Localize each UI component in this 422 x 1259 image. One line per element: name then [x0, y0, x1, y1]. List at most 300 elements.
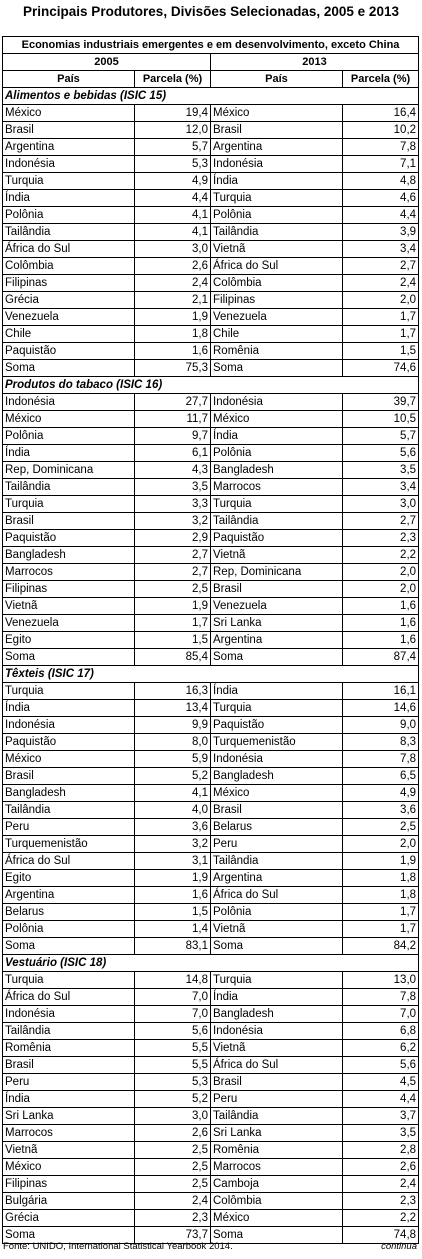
share-2013: 2,8: [343, 1142, 419, 1159]
share-2013: 1,7: [343, 309, 419, 326]
country-2013: Turquemenistão: [211, 734, 343, 751]
country-2013: África do Sul: [211, 258, 343, 275]
country-2013: Peru: [211, 1091, 343, 1108]
country-2013: África do Sul: [211, 887, 343, 904]
country-2013: Rep, Dominicana: [211, 564, 343, 581]
table-row: [3, 751, 419, 768]
table-row: [3, 1057, 419, 1074]
country-2005: Brasil: [3, 513, 135, 530]
col-country-2005: País: [3, 71, 135, 88]
share-2013: 3,5: [343, 1125, 419, 1142]
share-2005: 2,4: [135, 1193, 211, 1210]
table-row: [3, 1006, 419, 1023]
share-2005: 2,6: [135, 258, 211, 275]
share-2005: 4,1: [135, 785, 211, 802]
table-row: [3, 1091, 419, 1108]
sum-row: [3, 360, 419, 377]
page-title: Principais Produtores, Divisões Selecionadas, 2005 e 2013: [23, 4, 399, 19]
section-title: Vestuário (ISIC 18): [3, 955, 419, 972]
country-2005: Paquistão: [3, 530, 135, 547]
country-2013: Vietnã: [211, 547, 343, 564]
table-row: [3, 1176, 419, 1193]
share-2013: 2,3: [343, 1193, 419, 1210]
country-2005: Filipinas: [3, 581, 135, 598]
share-2005: 7,0: [135, 989, 211, 1006]
share-2013: 1,7: [343, 921, 419, 938]
table-row: [3, 1108, 419, 1125]
table-row: [3, 241, 419, 258]
country-2005: Colômbia: [3, 258, 135, 275]
share-2005: 1,9: [135, 309, 211, 326]
share-2005: 75,3: [135, 360, 211, 377]
table-row: [3, 972, 419, 989]
table-row: [3, 513, 419, 530]
share-2005: 9,7: [135, 428, 211, 445]
table-row: [3, 105, 419, 122]
country-2013: Brasil: [211, 122, 343, 139]
share-2005: 1,8: [135, 326, 211, 343]
country-2005: Tailândia: [3, 224, 135, 241]
share-2013: 4,4: [343, 207, 419, 224]
share-2013: 6,5: [343, 768, 419, 785]
country-2013: Tailândia: [211, 224, 343, 241]
country-2005: Bangladesh: [3, 785, 135, 802]
share-2013: 7,8: [343, 989, 419, 1006]
country-2005: Brasil: [3, 122, 135, 139]
section-title: Têxteis (ISIC 17): [3, 666, 419, 683]
share-2005: 5,9: [135, 751, 211, 768]
share-2005: 5,2: [135, 1091, 211, 1108]
share-2005: 2,1: [135, 292, 211, 309]
country-2013: Soma: [211, 360, 343, 377]
country-2013: Chile: [211, 326, 343, 343]
share-2013: 7,8: [343, 139, 419, 156]
share-2005: 1,5: [135, 632, 211, 649]
share-2005: 5,5: [135, 1057, 211, 1074]
table-row: [3, 275, 419, 292]
share-2013: 3,9: [343, 224, 419, 241]
share-2005: 5,5: [135, 1040, 211, 1057]
country-2013: Venezuela: [211, 598, 343, 615]
table-row: [3, 1074, 419, 1091]
country-2013: Colômbia: [211, 275, 343, 292]
share-2013: 7,1: [343, 156, 419, 173]
table-row: [3, 632, 419, 649]
country-2005: Rep, Dominicana: [3, 462, 135, 479]
country-2005: África do Sul: [3, 853, 135, 870]
country-2013: Indonésia: [211, 394, 343, 411]
share-2005: 1,9: [135, 598, 211, 615]
share-2013: 2,7: [343, 513, 419, 530]
share-2005: 2,7: [135, 564, 211, 581]
country-2005: México: [3, 751, 135, 768]
share-2005: 3,0: [135, 241, 211, 258]
country-2005: África do Sul: [3, 241, 135, 258]
country-2005: Brasil: [3, 1057, 135, 1074]
share-2005: 8,0: [135, 734, 211, 751]
share-2013: 2,4: [343, 275, 419, 292]
country-2013: Argentina: [211, 139, 343, 156]
share-2005: 4,4: [135, 190, 211, 207]
share-2013: 9,0: [343, 717, 419, 734]
country-2005: Soma: [3, 360, 135, 377]
share-2005: 16,3: [135, 683, 211, 700]
table-row: [3, 479, 419, 496]
share-2005: 1,9: [135, 870, 211, 887]
share-2013: 1,9: [343, 853, 419, 870]
share-2013: 5,6: [343, 1057, 419, 1074]
country-2005: Romênia: [3, 1040, 135, 1057]
table-row: [3, 615, 419, 632]
share-2013: 1,8: [343, 887, 419, 904]
table-row: [3, 870, 419, 887]
share-2013: 6,2: [343, 1040, 419, 1057]
share-2005: 4,0: [135, 802, 211, 819]
country-2013: Paquistão: [211, 717, 343, 734]
country-2013: México: [211, 785, 343, 802]
share-2005: 2,4: [135, 275, 211, 292]
share-2013: 13,0: [343, 972, 419, 989]
table-row: [3, 326, 419, 343]
share-2013: 1,5: [343, 343, 419, 360]
country-2005: Chile: [3, 326, 135, 343]
share-2013: 7,8: [343, 751, 419, 768]
table-row: [3, 785, 419, 802]
share-2005: 6,1: [135, 445, 211, 462]
table-row: [3, 394, 419, 411]
section-header: [3, 377, 419, 394]
share-2013: 4,8: [343, 173, 419, 190]
table-row: [3, 768, 419, 785]
country-2005: Índia: [3, 190, 135, 207]
table-row: [3, 1023, 419, 1040]
country-2005: Índia: [3, 1091, 135, 1108]
group-header: Economias industriais emergentes e em desenvolvimento, exceto China: [3, 37, 419, 54]
country-2013: Bangladesh: [211, 1006, 343, 1023]
table-row: [3, 496, 419, 513]
section-header: [3, 666, 419, 683]
country-2013: Argentina: [211, 632, 343, 649]
table-row: [3, 921, 419, 938]
share-2013: 1,7: [343, 904, 419, 921]
share-2005: 2,7: [135, 547, 211, 564]
section-title: Alimentos e bebidas (ISIC 15): [3, 88, 419, 105]
year-2005-header: 2005: [3, 54, 211, 71]
share-2013: 1,8: [343, 870, 419, 887]
share-2005: 2,9: [135, 530, 211, 547]
share-2013: 4,5: [343, 1074, 419, 1091]
share-2005: 5,6: [135, 1023, 211, 1040]
table-row: [3, 802, 419, 819]
share-2005: 1,4: [135, 921, 211, 938]
table-row: [3, 904, 419, 921]
share-2013: 3,7: [343, 1108, 419, 1125]
country-2005: Bangladesh: [3, 547, 135, 564]
country-2005: Bulgária: [3, 1193, 135, 1210]
share-2013: 2,7: [343, 258, 419, 275]
country-2005: México: [3, 105, 135, 122]
country-2005: Indonésia: [3, 717, 135, 734]
share-2005: 4,1: [135, 207, 211, 224]
country-2005: Soma: [3, 1227, 135, 1244]
table-row: [3, 1142, 419, 1159]
share-2005: 5,7: [135, 139, 211, 156]
country-2005: México: [3, 1159, 135, 1176]
country-2013: Paquistão: [211, 530, 343, 547]
country-2013: Indonésia: [211, 156, 343, 173]
share-2013: 2,4: [343, 1176, 419, 1193]
share-2005: 3,2: [135, 836, 211, 853]
share-2013: 2,6: [343, 1159, 419, 1176]
country-2013: Bangladesh: [211, 768, 343, 785]
table-row: [3, 207, 419, 224]
table-row: [3, 836, 419, 853]
share-2005: 3,6: [135, 819, 211, 836]
table-row: [3, 173, 419, 190]
share-2013: 8,3: [343, 734, 419, 751]
share-2005: 2,5: [135, 1159, 211, 1176]
country-2013: África do Sul: [211, 1057, 343, 1074]
country-2013: Sri Lanka: [211, 1125, 343, 1142]
share-2005: 73,7: [135, 1227, 211, 1244]
table-row: [3, 258, 419, 275]
table-row: [3, 734, 419, 751]
country-2005: Soma: [3, 649, 135, 666]
table-row: [3, 989, 419, 1006]
country-2013: Tailândia: [211, 1108, 343, 1125]
share-2005: 27,7: [135, 394, 211, 411]
country-2013: Turquia: [211, 190, 343, 207]
table-row: [3, 190, 419, 207]
share-2005: 2,6: [135, 1125, 211, 1142]
country-2013: México: [211, 1210, 343, 1227]
country-2005: Turquia: [3, 972, 135, 989]
country-2013: Soma: [211, 649, 343, 666]
country-2005: Tailândia: [3, 479, 135, 496]
share-2005: 4,9: [135, 173, 211, 190]
country-2013: Turquia: [211, 972, 343, 989]
country-2005: Paquistão: [3, 343, 135, 360]
table-row: [3, 1125, 419, 1142]
country-2013: Belarus: [211, 819, 343, 836]
table-row: [3, 122, 419, 139]
share-2013: 1,6: [343, 615, 419, 632]
country-2013: Tailândia: [211, 853, 343, 870]
share-2005: 3,2: [135, 513, 211, 530]
share-2013: 84,2: [343, 938, 419, 955]
country-2013: Turquia: [211, 496, 343, 513]
footer: [3, 1241, 417, 1252]
share-2005: 3,0: [135, 1108, 211, 1125]
country-2005: Turquemenistão: [3, 836, 135, 853]
country-2005: Indonésia: [3, 394, 135, 411]
country-2013: Tailândia: [211, 513, 343, 530]
producers-table: [2, 36, 419, 1244]
country-2013: Turquia: [211, 700, 343, 717]
country-2005: Turquia: [3, 683, 135, 700]
table-row: [3, 700, 419, 717]
country-2013: México: [211, 411, 343, 428]
share-2013: 16,4: [343, 105, 419, 122]
share-2013: 3,4: [343, 241, 419, 258]
country-2005: Peru: [3, 1074, 135, 1091]
country-2005: Polônia: [3, 428, 135, 445]
country-2005: Grécia: [3, 292, 135, 309]
country-2005: Brasil: [3, 768, 135, 785]
table-row: [3, 292, 419, 309]
share-2013: 5,7: [343, 428, 419, 445]
share-2013: 7,0: [343, 1006, 419, 1023]
country-2005: Polônia: [3, 921, 135, 938]
share-2013: 5,6: [343, 445, 419, 462]
share-2005: 11,7: [135, 411, 211, 428]
share-2013: 2,0: [343, 836, 419, 853]
country-2005: Índia: [3, 445, 135, 462]
country-2013: Soma: [211, 938, 343, 955]
continue-note: continua: [381, 1241, 417, 1252]
share-2013: 10,5: [343, 411, 419, 428]
country-2005: Indonésia: [3, 1006, 135, 1023]
share-2005: 13,4: [135, 700, 211, 717]
share-2005: 1,7: [135, 615, 211, 632]
source-note: Fonte: UNIDO, International Statistical Yearbook 2014.: [3, 1241, 233, 1252]
share-2013: 2,0: [343, 292, 419, 309]
country-2013: Romênia: [211, 343, 343, 360]
share-2013: 2,0: [343, 581, 419, 598]
country-2013: Índia: [211, 683, 343, 700]
share-2013: 2,3: [343, 530, 419, 547]
country-2005: Filipinas: [3, 1176, 135, 1193]
share-2013: 3,6: [343, 802, 419, 819]
country-2013: Sri Lanka: [211, 615, 343, 632]
table-row: [3, 564, 419, 581]
share-2005: 2,5: [135, 581, 211, 598]
country-2005: Tailândia: [3, 802, 135, 819]
share-2013: 2,2: [343, 1210, 419, 1227]
share-2013: 2,5: [343, 819, 419, 836]
share-2013: 1,7: [343, 326, 419, 343]
table-row: [3, 139, 419, 156]
share-2005: 9,9: [135, 717, 211, 734]
share-2005: 83,1: [135, 938, 211, 955]
share-2013: 1,6: [343, 632, 419, 649]
country-2005: Polônia: [3, 207, 135, 224]
section-header: [3, 955, 419, 972]
country-2013: Argentina: [211, 870, 343, 887]
table-row: [3, 581, 419, 598]
country-2005: Argentina: [3, 139, 135, 156]
country-2005: Turquia: [3, 496, 135, 513]
share-2013: 6,8: [343, 1023, 419, 1040]
table-row: [3, 462, 419, 479]
year-2013-header: 2013: [211, 54, 419, 71]
col-share-2005: Parcela (%): [135, 71, 211, 88]
share-2005: 85,4: [135, 649, 211, 666]
country-2005: Turquia: [3, 173, 135, 190]
country-2013: Brasil: [211, 1074, 343, 1091]
country-2013: México: [211, 105, 343, 122]
country-2005: Índia: [3, 700, 135, 717]
share-2005: 1,5: [135, 904, 211, 921]
country-2005: África do Sul: [3, 989, 135, 1006]
share-2013: 39,7: [343, 394, 419, 411]
country-2013: Vietnã: [211, 921, 343, 938]
share-2013: 3,4: [343, 479, 419, 496]
country-2005: Sri Lanka: [3, 1108, 135, 1125]
share-2005: 3,3: [135, 496, 211, 513]
share-2013: 10,2: [343, 122, 419, 139]
country-2013: Soma: [211, 1227, 343, 1244]
col-country-2013: País: [211, 71, 343, 88]
country-2013: Filipinas: [211, 292, 343, 309]
country-2005: Filipinas: [3, 275, 135, 292]
share-2005: 5,3: [135, 1074, 211, 1091]
table-row: [3, 683, 419, 700]
col-share-2013: Parcela (%): [343, 71, 419, 88]
country-2005: Indonésia: [3, 156, 135, 173]
share-2005: 4,1: [135, 224, 211, 241]
table-row: [3, 547, 419, 564]
table-row: [3, 343, 419, 360]
share-2005: 2,5: [135, 1176, 211, 1193]
country-2013: Indonésia: [211, 1023, 343, 1040]
table-row: [3, 853, 419, 870]
table-row: [3, 411, 419, 428]
country-2005: Marrocos: [3, 1125, 135, 1142]
share-2005: 3,1: [135, 853, 211, 870]
country-2013: Brasil: [211, 802, 343, 819]
share-2013: 3,0: [343, 496, 419, 513]
country-2013: Índia: [211, 989, 343, 1006]
table-row: [3, 156, 419, 173]
country-2013: Indonésia: [211, 751, 343, 768]
share-2005: 19,4: [135, 105, 211, 122]
country-2013: Vietnã: [211, 1040, 343, 1057]
country-2005: México: [3, 411, 135, 428]
share-2005: 2,3: [135, 1210, 211, 1227]
share-2005: 14,8: [135, 972, 211, 989]
table-row: [3, 309, 419, 326]
share-2005: 4,3: [135, 462, 211, 479]
share-2013: 2,2: [343, 547, 419, 564]
country-2005: Egito: [3, 870, 135, 887]
share-2005: 2,5: [135, 1142, 211, 1159]
country-2013: Índia: [211, 173, 343, 190]
sum-row: [3, 649, 419, 666]
table-row: [3, 428, 419, 445]
table-row: [3, 1040, 419, 1057]
country-2013: Bangladesh: [211, 462, 343, 479]
sum-row: [3, 938, 419, 955]
section-title: Produtos do tabaco (ISIC 16): [3, 377, 419, 394]
share-2013: 2,0: [343, 564, 419, 581]
share-2005: 5,3: [135, 156, 211, 173]
table-row: [3, 717, 419, 734]
country-2013: Polônia: [211, 445, 343, 462]
country-2005: Vietnã: [3, 1142, 135, 1159]
share-2013: 4,6: [343, 190, 419, 207]
country-2005: Soma: [3, 938, 135, 955]
country-2005: Venezuela: [3, 615, 135, 632]
share-2013: 1,6: [343, 598, 419, 615]
country-2013: Vietnã: [211, 241, 343, 258]
table-row: [3, 1210, 419, 1227]
share-2013: 74,6: [343, 360, 419, 377]
table-row: [3, 530, 419, 547]
country-2005: Venezuela: [3, 309, 135, 326]
country-2013: Marrocos: [211, 1159, 343, 1176]
share-2013: 3,5: [343, 462, 419, 479]
